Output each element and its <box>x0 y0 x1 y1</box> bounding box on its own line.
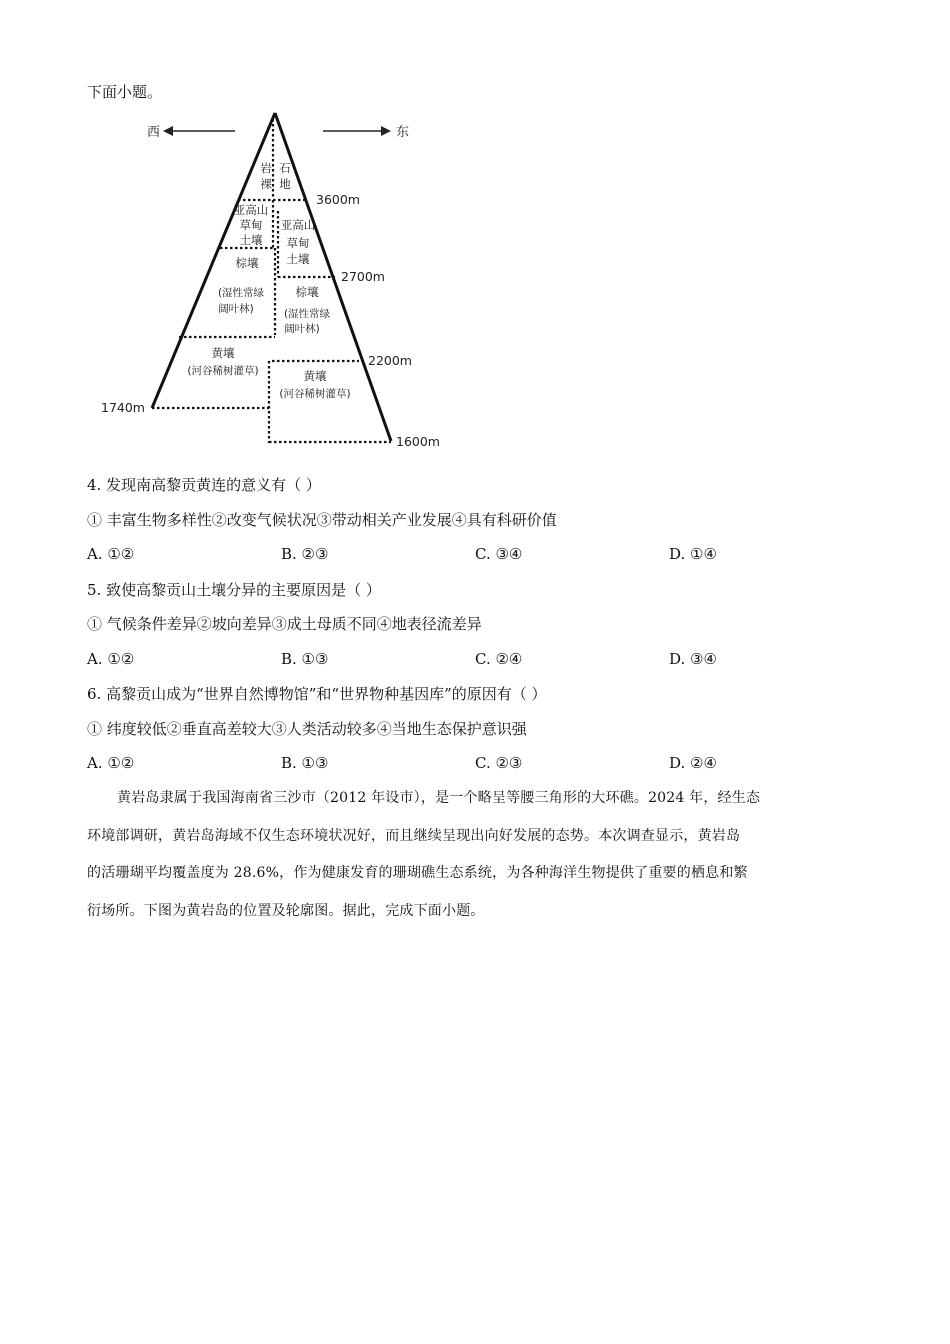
q5-option-d[interactable]: D. ③④ <box>669 650 717 668</box>
q4-option-c[interactable]: C. ③④ <box>475 545 523 563</box>
east-label: 东 <box>396 125 410 140</box>
passage-line-1: 黄岩岛隶属于我国海南省三沙市（2012 年设市），是一个略呈等腰三角形的大环礁。2024 年，经生态 <box>117 790 761 806</box>
west-brown-label-3: 阔叶林) <box>218 303 254 315</box>
q6-option-a[interactable]: A. ①② <box>87 754 135 772</box>
q4-option-b[interactable]: B. ②③ <box>281 545 329 563</box>
q6-option-b[interactable]: B. ①③ <box>281 754 329 772</box>
west-label: 西 <box>147 125 161 140</box>
q4-items: ① 丰富生物多样性②改变气候状况③带动相关产业发展④具有科研价值 <box>87 511 557 529</box>
west-arrow-icon <box>163 126 173 136</box>
east-yellow-label-1: 黄壤 <box>303 369 327 383</box>
q6-option-c[interactable]: C. ②③ <box>475 754 523 772</box>
q4-option-a[interactable]: A. ①② <box>87 545 135 563</box>
intro-tail-text: 下面小题。 <box>87 83 163 101</box>
q5-items: ① 气候条件差异②坡向差异③成土母质不同④地表径流差异 <box>87 615 482 633</box>
altitude-3600: 3600m <box>316 192 360 207</box>
q5-stem: 5. 致使高黎贡山土壤分异的主要原因是（ ） <box>87 581 381 599</box>
bare-rock-label-1: 岩 <box>260 161 272 175</box>
east-subalpine-label-2: 草甸 <box>286 236 310 250</box>
west-brown-label-2: (湿性常绿 <box>217 287 265 299</box>
q5-option-c[interactable]: C. ②④ <box>475 650 523 668</box>
east-yellow-label-2: (河谷稀树灌草) <box>279 388 351 400</box>
passage-line-2: 环境部调研，黄岩岛海域不仅生态环境状况好，而且继续呈现出向好发展的态势。本次调查显示，黄岩岛 <box>87 828 741 844</box>
altitude-2200: 2200m <box>368 353 412 368</box>
west-brown-label-1: 棕壤 <box>235 256 259 270</box>
q4-option-d[interactable]: D. ①④ <box>669 545 717 563</box>
east-brown-label-1: 棕壤 <box>295 285 319 299</box>
soil-vertical-zonation-diagram <box>95 105 455 455</box>
q6-stem: 6. 高黎贡山成为“世界自然博物馆”和“世界物种基因库”的原因有（ ） <box>87 685 547 703</box>
east-brown-label-2: (湿性常绿 <box>283 308 331 320</box>
altitude-2700: 2700m <box>341 269 385 284</box>
q6-option-d[interactable]: D. ②④ <box>669 754 717 772</box>
east-subalpine-label-3: 土壤 <box>286 252 310 266</box>
q5-option-b[interactable]: B. ①③ <box>281 650 329 668</box>
west-yellow-label-2: (河谷稀树灌草) <box>187 365 259 377</box>
west-subalpine-label-1: 亚高山 <box>233 203 269 217</box>
passage-line-4: 衍场所。下图为黄岩岛的位置及轮廓图。据此，完成下面小题。 <box>87 903 485 919</box>
q5-option-a[interactable]: A. ①② <box>87 650 135 668</box>
altitude-1740: 1740m <box>101 400 145 415</box>
bare-rock-label-2: 裸 <box>260 177 272 191</box>
bare-rock-label-4: 地 <box>279 177 291 191</box>
q6-items: ① 纬度较低②垂直高差较大③人类活动较多④当地生态保护意识强 <box>87 720 527 738</box>
east-brown-label-3: 阔叶林) <box>284 323 320 335</box>
west-subalpine-label-3: 土壤 <box>239 233 263 247</box>
east-arrow-icon <box>381 126 391 136</box>
west-yellow-label-1: 黄壤 <box>211 346 235 360</box>
altitude-1600: 1600m <box>396 434 440 449</box>
bare-rock-label-3: 石 <box>279 161 291 175</box>
east-subalpine-label-1: 亚高山 <box>280 218 316 232</box>
west-subalpine-label-2: 草甸 <box>239 218 263 232</box>
passage-line-3: 的活珊瑚平均覆盖度为 28.6%，作为健康发育的珊瑚礁生态系统，为各种海洋生物提供了重要的栖息和繁 <box>87 865 748 881</box>
q4-stem: 4. 发现南高黎贡黄连的意义有（ ） <box>87 476 321 494</box>
